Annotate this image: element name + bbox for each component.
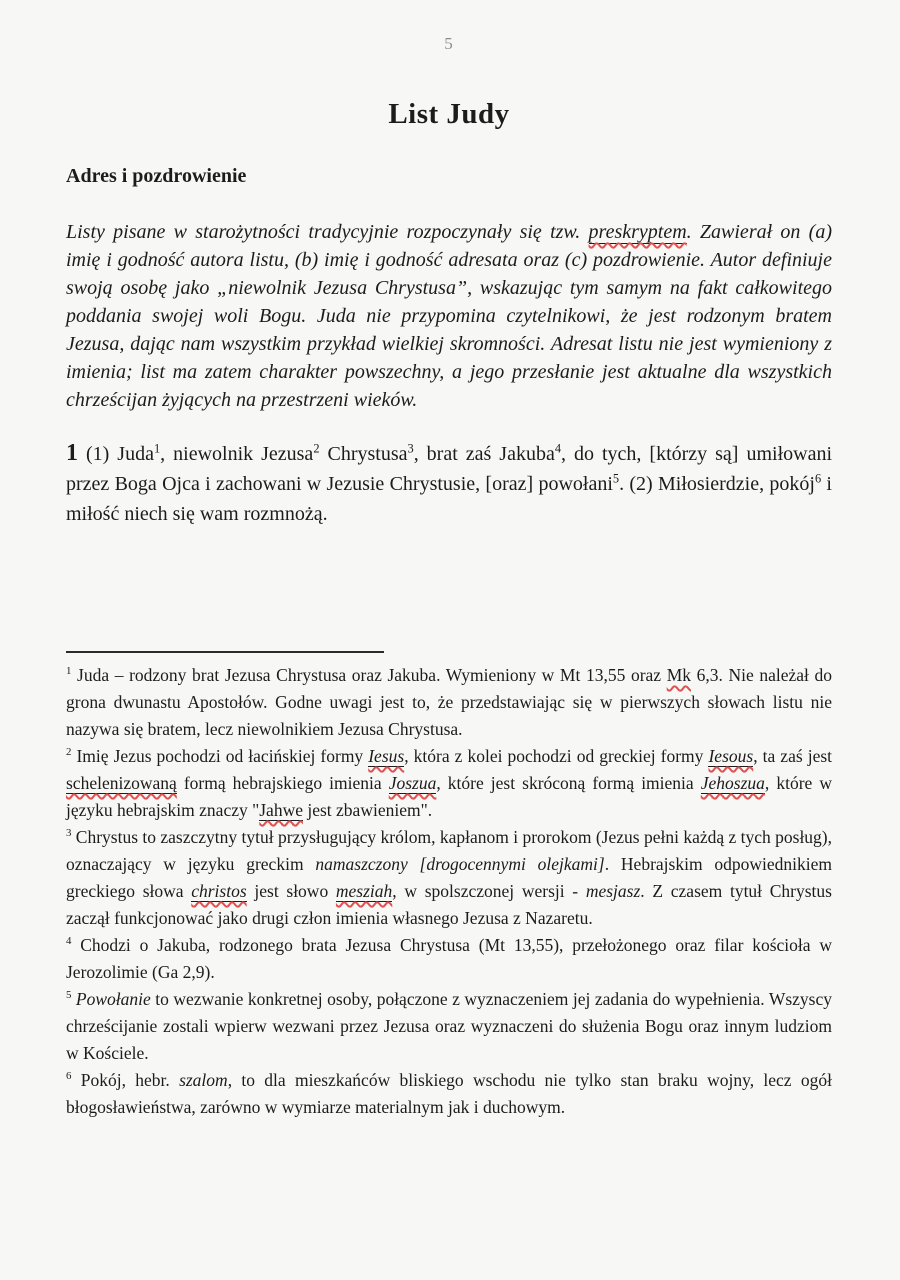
footnote-marker: 4 (66, 935, 72, 948)
footnote-marker: 3 (66, 827, 72, 840)
text-segment: , która z kolei pochodzi od greckiej formy (404, 746, 709, 766)
text-segment: Joszua (388, 773, 437, 793)
text-segment: Juda – rodzony brat Jezusa Chrystusa oraz Jakuba. Wymieniony w Mt 13,55 oraz (71, 665, 667, 685)
text-segment: , ta zaś jest (753, 746, 833, 766)
text-segment: , niewolnik Jezusa (160, 443, 314, 465)
text-segment: Pokój, hebr. (71, 1070, 180, 1090)
page-number: 5 (444, 34, 454, 53)
intro-paragraph (66, 218, 832, 414)
text-segment: Iesus (368, 746, 405, 766)
text-segment: Listy pisane w starożytności tradycyjnie rozpoczynały się tzw. (66, 221, 589, 243)
text-segment: preskryptem (588, 221, 687, 243)
verse-paragraph (66, 438, 832, 529)
text-segment: 6,3. Nie należał do grona dwunastu Apostołów. Godne uwagi jest to, że przedstawiając się w pierwszych słowach listu nie nazywa się bratem, lecz niewolnikiem Jezusa Chrystusa. (66, 665, 833, 739)
text-segment: i miłość niech się wam rozmnożą. (66, 473, 832, 525)
footnote-reference: 5 (612, 471, 620, 486)
text-segment: . Z czasem tytuł Chrystus zaczął funkcjonować jako drugi człon imienia własnego Jezusa z Nazaretu. (66, 881, 832, 928)
text-segment: Chodzi o Jakuba, rodzonego brata Jezusa Chrystusa (Mt 13,55), przełożonego oraz filar kościoła w Jerozolimie (Ga 2,9). (66, 935, 832, 982)
footnote (66, 824, 832, 932)
text-segment: to wezwanie konkretnej osoby, połączone z wyznaczeniem jej zadania do wypełnienia. Wszyscy chrześcijanie zostali wpierw wezwani przez Jezusa oraz wyznaczeni do służenia Bogu oraz innym ludziom w Kościele. (66, 989, 832, 1063)
footnote-separator (66, 651, 384, 653)
text-segment: mesjasz (585, 881, 641, 901)
text-segment: Jehoszua (700, 773, 765, 793)
text-segment: jest słowo (246, 881, 336, 901)
text-segment: christos (191, 881, 247, 901)
text-segment: mesziah (335, 881, 393, 901)
text-segment: Jahwe (259, 800, 303, 820)
footnote-reference: 1 (153, 441, 161, 456)
text-segment: . Hebrajskim odpowiednikiem greckiego słowa (66, 854, 832, 901)
text-segment: , w spolszczonej wersji - (392, 881, 586, 901)
footnote-marker: 2 (66, 746, 72, 759)
footnote (66, 743, 832, 824)
footnote-marker: 6 (66, 1070, 72, 1083)
text-segment: Powołanie (75, 989, 151, 1009)
footnote-marker: 5 (66, 989, 72, 1002)
footnote-reference: 3 (407, 441, 414, 456)
text-segment: , to dla mieszkańców bliskiego wschodu nie tylko stan braku wojny, lecz ogół błogosławieństwa, zarówno w wymiarze materialnym jak i duchowym. (66, 1070, 832, 1117)
footnote-reference: 6 (814, 471, 822, 486)
text-segment: , brat zaś Jakuba (413, 443, 555, 465)
text-segment: Chrystusa (319, 443, 408, 465)
footnotes (66, 662, 832, 1121)
text-segment: 1 (66, 440, 78, 466)
text-segment: Imię Jezus pochodzi od łacińskiej formy (71, 746, 369, 766)
footnote (66, 932, 832, 986)
footnote (66, 1067, 832, 1121)
text-segment: , które w języku hebrajskim znaczy " (66, 773, 832, 820)
section-heading: Adres i pozdrowienie (66, 165, 247, 187)
text-segment: . Zawierał on (a) imię i godność autora listu, (b) imię i godność adresata oraz (c) pozdrowienie. Autor definiuje swoją osobę jako „niewolnik Jezusa Chrystusa”, wskazując tym samym na fakt całkowitego poddania swojej woli Bogu. Juda nie przypomina czytelnikowi, że jest rodzonym bratem Jezusa, dając nam wszystkim przykład wielkiej skromności. Adresat listu nie jest wymieniony z imienia; list ma zatem charakter powszechny, a jego przesłanie jest aktualne dla wszystkich chrześcijan żyjących na przestrzeni wieków. (66, 221, 832, 411)
text-segment: (1) Juda (78, 443, 154, 465)
text-segment: szalom (179, 1070, 228, 1090)
footnote (66, 986, 832, 1067)
text-segment: Mk (666, 665, 691, 685)
footnote-reference: 4 (554, 441, 562, 456)
text-segment: Chrystus to zaszczytny tytuł przysługujący królom, kapłanom i prorokom (Jezus pełni każdą z tych posług), oznaczający w języku greckim (66, 827, 833, 874)
text-segment: namaszczony [drogocennymi olejkami] (315, 854, 605, 874)
text-segment: . (2) Miłosierdzie, pokój (619, 473, 815, 495)
text-segment: Iesous (708, 746, 754, 766)
text-segment: formą hebrajskiego imienia (176, 773, 389, 793)
page-title: List Judy (388, 98, 510, 130)
footnote (66, 662, 832, 743)
footnote-reference: 2 (313, 441, 320, 456)
text-segment: , które jest skróconą formą imienia (436, 773, 701, 793)
text-segment: , do tych, [którzy są] umiłowani przez Boga Ojca i zachowani w Jezusie Chrystusie, [oraz] powołani (66, 443, 833, 495)
footnote-marker: 1 (66, 665, 72, 678)
text-segment: jest zbawieniem". (302, 800, 433, 820)
text-segment: schelenizowaną (66, 773, 177, 793)
